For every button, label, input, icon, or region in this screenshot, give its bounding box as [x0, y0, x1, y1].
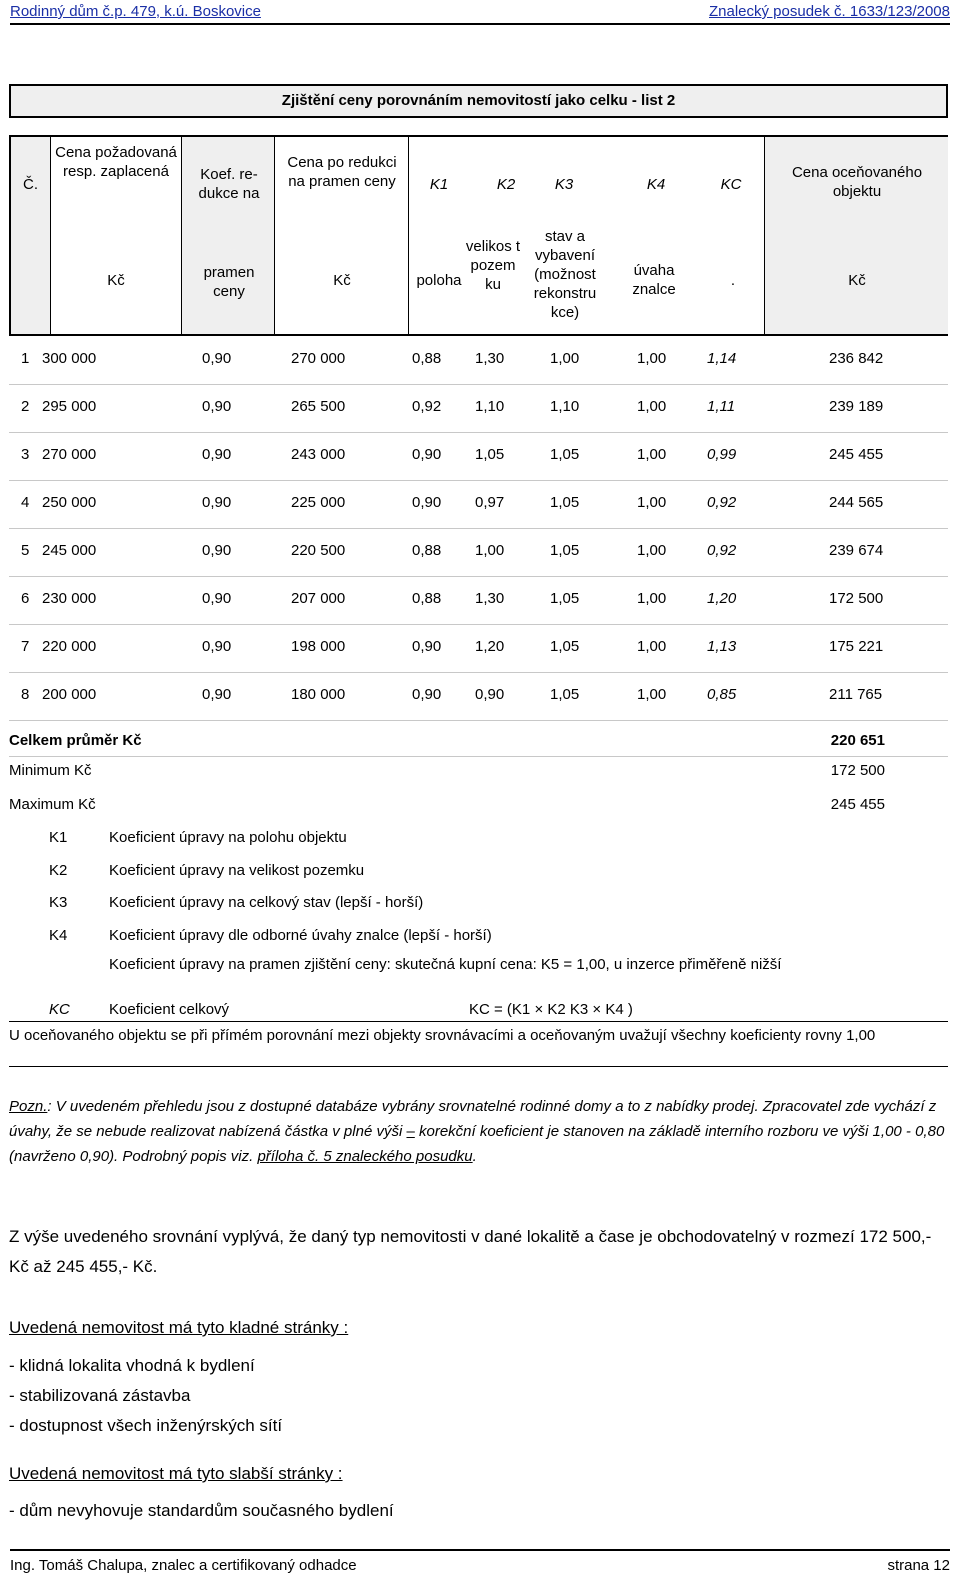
cell-result: 175 221 [829, 638, 884, 655]
note-dash: – [406, 1123, 415, 1140]
cell-redukce: 270 000 [291, 350, 346, 367]
col-result-unit: Kč [848, 272, 866, 289]
col-k1-header: K1 [429, 176, 449, 193]
col-divider [764, 137, 765, 334]
legend-text: Koeficient úpravy na polohu objektu [109, 829, 347, 846]
footer-page-number: strana 12 [887, 1557, 950, 1574]
col-kc-sub: . [730, 272, 736, 289]
table-row [9, 336, 948, 385]
cell-koef: 0,90 [202, 350, 232, 367]
cell-koef: 0,90 [202, 542, 232, 559]
table-row [9, 528, 948, 577]
minimum-value: 172 500 [830, 762, 885, 779]
cell-cena: 200 000 [42, 686, 97, 703]
maximum-label: Maximum Kč [9, 796, 96, 813]
legend-k5 [9, 955, 948, 995]
col-result-header: Cena oceňovaného objektu [791, 164, 923, 200]
cell-result: 239 674 [829, 542, 884, 559]
cell-k4: 1,00 [637, 446, 667, 463]
col-redukce-header: Cena po redukci na pramen ceny [287, 154, 397, 190]
cell-k3: 1,10 [550, 398, 580, 415]
table-row [9, 576, 948, 625]
cell-redukce: 180 000 [291, 686, 346, 703]
col-divider [181, 137, 182, 334]
cell-result: 172 500 [829, 590, 884, 607]
col-k3-sub: stav a vybavení (možnost rekonstru kce) [533, 228, 597, 321]
cell-koef: 0,90 [202, 686, 232, 703]
col-k4-sub: úvaha znalce [632, 262, 676, 298]
legend-code: K1 [49, 829, 68, 846]
cell-k2: 1,00 [475, 542, 505, 559]
cell-k2: 1,30 [475, 590, 505, 607]
cell-k1: 0,90 [412, 446, 442, 463]
cell-k2: 0,90 [475, 686, 505, 703]
legend-text: Koeficient úpravy na celkový stav (lepší - horší) [109, 894, 424, 911]
cell-k2: 1,10 [475, 398, 505, 415]
negative-heading: Uvedená nemovitost má tyto slabší stránky : [9, 1464, 343, 1483]
cell-kc: 1,11 [707, 398, 736, 415]
legend-kc [9, 1000, 948, 1020]
positive-item: - stabilizovaná zástavba [9, 1386, 191, 1405]
cell-k1: 0,90 [412, 686, 442, 703]
col-c-header: Č. [23, 176, 38, 193]
cell-k4: 1,00 [637, 398, 667, 415]
minimum-label: Minimum Kč [9, 762, 92, 779]
col-divider [408, 137, 409, 334]
table-row [9, 432, 948, 481]
cell-koef: 0,90 [202, 398, 232, 415]
col-divider [274, 137, 275, 334]
row-number: 4 [21, 494, 30, 511]
cell-redukce: 220 500 [291, 542, 346, 559]
cell-k3: 1,05 [550, 494, 580, 511]
row-number: 8 [21, 686, 30, 703]
cell-result: 245 455 [829, 446, 884, 463]
cell-koef: 0,90 [202, 590, 232, 607]
cell-cena: 270 000 [42, 446, 97, 463]
table-row [9, 384, 948, 433]
legend-code: K2 [49, 862, 68, 879]
maximum-value: 245 455 [830, 796, 885, 813]
cell-koef: 0,90 [202, 494, 232, 511]
col-koef-sub: pramen ceny [203, 264, 255, 300]
average-label: Celkem průměr Kč [9, 732, 142, 749]
cell-k1: 0,88 [412, 350, 442, 367]
legend-text: Koeficient úpravy na velikost pozemku [109, 862, 365, 879]
note-text-1: : V uvedeném přehledu jsou z dostupné databáze vybrány srovnatelné rodinné domy a to z nabídky prodej. Zpracovatel zde vychází z úvahy, že se nebude realizovat nabízená částka v plné výši [9, 1098, 937, 1140]
note-text-3: . [472, 1148, 477, 1165]
cell-k3: 1,00 [550, 350, 580, 367]
cell-k1: 0,92 [412, 398, 442, 415]
footer-author: Ing. Tomáš Chalupa, znalec a certifikovaný odhadce [10, 1557, 357, 1574]
cell-cena: 250 000 [42, 494, 97, 511]
legend-k2 [9, 861, 948, 881]
cell-k4: 1,00 [637, 638, 667, 655]
cell-k3: 1,05 [550, 542, 580, 559]
cell-k3: 1,05 [550, 638, 580, 655]
cell-k1: 0,88 [412, 542, 442, 559]
col-k1-sub: poloha [416, 272, 462, 289]
cell-k1: 0,88 [412, 590, 442, 607]
legend-k1 [9, 828, 948, 848]
row-number: 7 [21, 638, 30, 655]
col-cena-unit: Kč [107, 272, 125, 289]
cell-cena: 220 000 [42, 638, 97, 655]
cell-result: 244 565 [829, 494, 884, 511]
table-row [9, 672, 948, 721]
row-number: 5 [21, 542, 30, 559]
appendix-link[interactable]: příloha č. 5 znaleckého posudku [257, 1148, 473, 1165]
col-k4-header: K4 [646, 176, 666, 193]
row-number: 6 [21, 590, 30, 607]
cell-cena: 300 000 [42, 350, 97, 367]
cell-koef: 0,90 [202, 446, 232, 463]
legend-code: K3 [49, 894, 68, 911]
table-row [9, 624, 948, 673]
cell-k4: 1,00 [637, 542, 667, 559]
cell-cena: 230 000 [42, 590, 97, 607]
table-header [9, 135, 948, 336]
cell-k2: 1,20 [475, 638, 505, 655]
col-cena-header: Cena požadovaná resp. zaplacená [55, 144, 177, 180]
col-kc-header: KC [720, 176, 742, 193]
cell-k4: 1,00 [637, 686, 667, 703]
cell-result: 236 842 [829, 350, 884, 367]
cell-k4: 1,00 [637, 590, 667, 607]
cell-result: 211 765 [829, 686, 883, 703]
cell-redukce: 198 000 [291, 638, 346, 655]
cell-k3: 1,05 [550, 686, 580, 703]
page-footer [10, 1549, 950, 1579]
legend-k3 [9, 893, 948, 913]
note-paragraph [9, 1094, 948, 1169]
legend-note [9, 1021, 948, 1067]
legend-text: Koeficient celkový [109, 1001, 230, 1018]
cell-redukce: 225 000 [291, 494, 346, 511]
cell-k3: 1,05 [550, 446, 580, 463]
cell-kc: 0,92 [707, 494, 737, 511]
header-left-title: Rodinný dům č.p. 479, k.ú. Boskovice [10, 3, 261, 20]
positive-item: - dostupnost všech inženýrských sítí [9, 1416, 283, 1435]
shade-c [11, 137, 50, 334]
cell-cena: 245 000 [42, 542, 97, 559]
col-divider [50, 137, 51, 334]
cell-k4: 1,00 [637, 350, 667, 367]
cell-cena: 295 000 [42, 398, 97, 415]
positive-item: - klidná lokalita vhodná k bydlení [9, 1356, 255, 1375]
kc-formula: KC = (K1 × K2 K3 × K4 ) [469, 1001, 633, 1018]
cell-k2: 0,97 [475, 494, 505, 511]
col-k3-header: K3 [554, 176, 574, 193]
legend-k4 [9, 926, 948, 946]
legend-note-text: U oceňovaného objektu se při přímém porovnání mezi objekty srovnávacími a oceňovaným uvažují všechny koeficienty rovny 1,00 [9, 1027, 876, 1044]
note-text-2: korekční koeficient je stanoven na základě interního rozboru ve výši 1,00 - 0,80 (navrženo 0,90). Podrobný popis viz. [9, 1123, 945, 1165]
legend-code: KC [49, 1001, 70, 1018]
summary-average [9, 726, 948, 757]
cell-result: 239 189 [829, 398, 884, 415]
cell-redukce: 243 000 [291, 446, 346, 463]
cell-kc: 1,14 [707, 350, 737, 367]
positive-heading: Uvedená nemovitost má tyto kladné stránky : [9, 1318, 349, 1337]
table-row [9, 480, 948, 529]
cell-k4: 1,00 [637, 494, 667, 511]
page-header [10, 0, 950, 24]
cell-kc: 0,85 [707, 686, 737, 703]
row-number: 3 [21, 446, 30, 463]
negative-item: - dům nevyhovuje standardům současného bydlení [9, 1501, 394, 1520]
header-right-title: Znalecký posudek č. 1633/123/2008 [708, 3, 950, 20]
cell-k2: 1,30 [475, 350, 505, 367]
cell-k1: 0,90 [412, 494, 442, 511]
col-redukce-unit: Kč [333, 272, 351, 289]
cell-kc: 0,92 [707, 542, 737, 559]
legend-text: Koeficient úpravy dle odborné úvahy znalce (lepší - horší) [109, 927, 492, 944]
average-value: 220 651 [830, 732, 885, 749]
conclusion-paragraph: Z výše uvedeného srovnání vyplývá, že daný typ nemovitosti v dané lokalitě a čase je obchodovatelný v rozmezí 172 500,- Kč až 245 455,- Kč. [9, 1227, 932, 1276]
col-k2-sub: velikos t pozem ku [465, 238, 521, 293]
cell-redukce: 265 500 [291, 398, 346, 415]
cell-redukce: 207 000 [291, 590, 346, 607]
cell-kc: 1,20 [707, 590, 737, 607]
row-number: 2 [21, 398, 30, 415]
cell-koef: 0,90 [202, 638, 232, 655]
table-title: Zjištění ceny porovnáním nemovitostí jako celku - list 2 [9, 84, 948, 118]
summary-minimum [9, 756, 948, 786]
legend-code: K4 [49, 927, 68, 944]
col-k2-header: K2 [496, 176, 516, 193]
cell-k1: 0,90 [412, 638, 442, 655]
note-label: Pozn. [9, 1098, 48, 1115]
cell-k2: 1,05 [475, 446, 505, 463]
cell-k3: 1,05 [550, 590, 580, 607]
legend-text: Koeficient úpravy na pramen zjištění ceny: skutečná kupní cena: K5 = 1,00, u inzerce přiměřeně nižší [109, 956, 782, 973]
cell-kc: 0,99 [707, 446, 737, 463]
header-rule [10, 23, 950, 25]
col-koef-header: Koef. re- dukce na [198, 166, 260, 202]
cell-kc: 1,13 [707, 638, 737, 655]
summary-maximum [9, 790, 948, 820]
row-number: 1 [21, 350, 30, 367]
